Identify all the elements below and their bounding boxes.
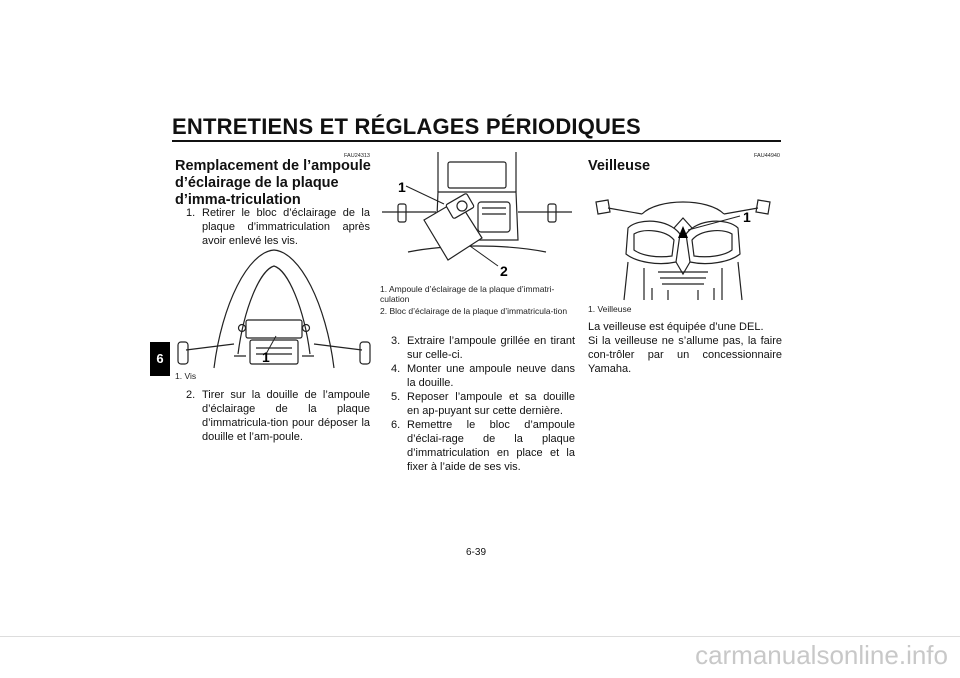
steps-list-1 (186, 206, 370, 248)
page-number: 6-39 (466, 547, 487, 558)
watermark: carmanualsonline.info (695, 640, 948, 670)
figure-caption: 1. Vis (175, 371, 197, 381)
bulb-socket-figure (378, 148, 576, 282)
figure-callout-1: 1 (398, 179, 406, 195)
figure-callout-1: 1 (743, 209, 751, 225)
list-item: 2. Tirer sur la douille de l’ampoule d’éclairage de la plaque d’immatricula-tion pour déposer la douille et l’am-poule. (186, 389, 370, 443)
figure-caption: 1. Veilleuse (588, 304, 632, 314)
list-item: 6. Remettre le bloc d’ampoule d’éclai-rage de la plaque d’immatriculation en place et la fixer à l’aide de ses vis. (391, 419, 575, 473)
list-item: 5. Reposer l’ampoule et sa douille en ap-puyant sur cette dernière. (391, 391, 575, 417)
section-code: FAU24313 (344, 153, 370, 159)
steps-list-3 (391, 334, 575, 474)
steps-list-2 (186, 388, 370, 444)
footer-rule (0, 636, 960, 637)
list-item: 4. Monter une ampoule neuve dans la douille. (391, 363, 575, 389)
chapter-tab: 6 (150, 342, 170, 376)
figure-callout-1: 1 (262, 349, 270, 365)
figure-caption-1: 1. Ampoule d’éclairage de la plaque d’immatri-culation (380, 284, 555, 304)
section-heading: Veilleuse (588, 158, 651, 174)
list-item: 3. Extraire l’ampoule grillée en tirant sur celle-ci. (391, 335, 575, 361)
section-code: FAU44940 (754, 153, 780, 159)
figure-callout-2: 2 (500, 263, 508, 279)
license-plate-light-figure (176, 244, 372, 370)
position-light-figure (588, 178, 778, 302)
figure-caption-2: 2. Bloc d’éclairage de la plaque d’immatricula-tion (380, 306, 568, 316)
header-rule (172, 140, 781, 142)
section-heading: Remplacement de l’ampoule d’éclairage de la plaque d’imma-triculation (175, 158, 371, 208)
list-item: 1. Retirer le bloc d’éclairage de la plaque d’immatriculation après avoir enlevé les vis. (186, 207, 370, 247)
paragraph: Si la veilleuse ne s’allume pas, la faire con-trôler par un concessionnaire Yamaha. (588, 335, 782, 375)
page-header-title: ENTRETIENS ET RÉGLAGES PÉRIODIQUES (172, 114, 641, 139)
paragraph: La veilleuse est équipée d’une DEL. (588, 321, 764, 333)
